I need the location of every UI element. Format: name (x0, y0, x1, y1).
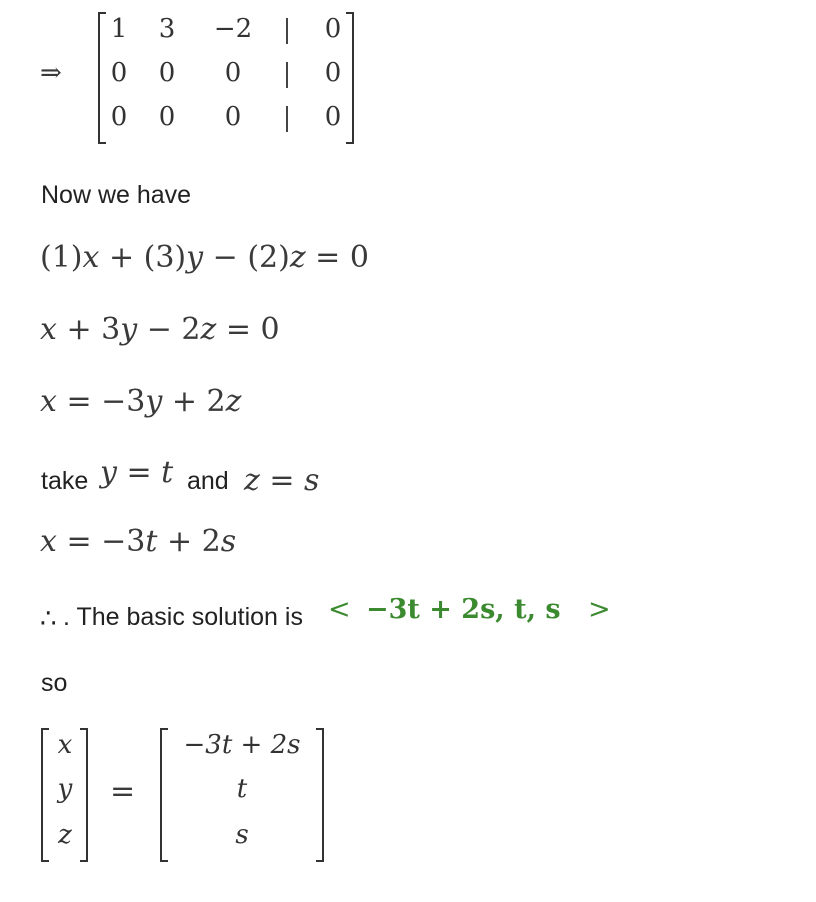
eq-variable: y (120, 312, 138, 347)
matrix-cell: 1 (110, 14, 128, 44)
augment-divider (286, 18, 288, 44)
rhs-entry: s (235, 820, 249, 850)
take-z-equation (244, 463, 319, 498)
eq-variable: y (145, 384, 163, 419)
lhs-entry: z (58, 820, 72, 850)
matrix-cell: −2 (213, 14, 253, 44)
implies-arrow: ⇒ (40, 58, 62, 88)
eq-variable: s (220, 524, 237, 559)
eq-coefficient: (3) (143, 240, 187, 275)
rhs-entry: t (236, 774, 248, 804)
eq-variable: t (161, 455, 174, 490)
eq-operator: + (99, 240, 144, 275)
intro-text: Now we have (41, 181, 192, 209)
matrix-cell: 0 (224, 58, 242, 88)
equation-1 (40, 240, 369, 275)
eq-variable: x (82, 240, 100, 275)
augment-divider (286, 106, 288, 132)
eq-coefficient: (2) (247, 240, 290, 275)
eq-operator: = (259, 463, 305, 498)
eq-variable: s (304, 463, 320, 498)
eq-variable: z (289, 240, 306, 275)
so-text: so (41, 669, 68, 697)
eq-variable: x (40, 524, 57, 559)
conclusion-text: . The basic solution is (63, 603, 303, 631)
matrix-cell: 0 (324, 58, 342, 88)
eq-coefficient: (1) (40, 240, 83, 275)
equation-3 (40, 384, 241, 419)
eq-operator: = (116, 455, 162, 490)
eq-variable: y (186, 240, 204, 275)
vector-equals: = (110, 774, 136, 809)
take-label: take (41, 467, 89, 495)
eq-term: + 2 (157, 524, 221, 559)
matrix-cell: 0 (158, 102, 176, 132)
matrix-cell: 3 (158, 14, 176, 44)
matrix-cell: 0 (110, 58, 128, 88)
take-y-equation (100, 455, 173, 490)
matrix-cell: 0 (324, 102, 342, 132)
eq-variable: z (244, 463, 260, 498)
equation-4 (40, 524, 236, 559)
eq-variable: z (200, 312, 217, 347)
basic-solution: −3t + 2s, t, s (366, 594, 561, 625)
lhs-entry: x (57, 730, 73, 760)
rhs-entry: −3t + 2s (183, 730, 301, 760)
angle-close: > (588, 594, 611, 625)
eq-term: = −3 (56, 524, 146, 559)
eq-rhs: = 0 (305, 240, 369, 275)
lhs-entry: y (57, 774, 73, 804)
equation-2 (40, 312, 280, 347)
eq-term: − 2 (137, 312, 201, 347)
eq-term: = −3 (56, 384, 146, 419)
therefore-symbol: ∴ (40, 603, 57, 633)
eq-term: + 3 (56, 312, 121, 347)
and-label: and (187, 467, 229, 495)
matrix-cell: 0 (110, 102, 128, 132)
eq-term: + 2 (162, 384, 226, 419)
eq-variable: x (40, 312, 57, 347)
matrix-cell: 0 (224, 102, 242, 132)
matrix-cell: 0 (324, 14, 342, 44)
eq-rhs: = 0 (216, 312, 280, 347)
eq-variable: y (100, 455, 117, 490)
eq-variable: z (225, 384, 242, 419)
eq-variable: x (40, 384, 57, 419)
eq-operator: − (203, 240, 248, 275)
angle-open: < (328, 594, 351, 625)
eq-variable: t (145, 524, 158, 559)
augment-divider (286, 62, 288, 88)
matrix-cell: 0 (158, 58, 176, 88)
